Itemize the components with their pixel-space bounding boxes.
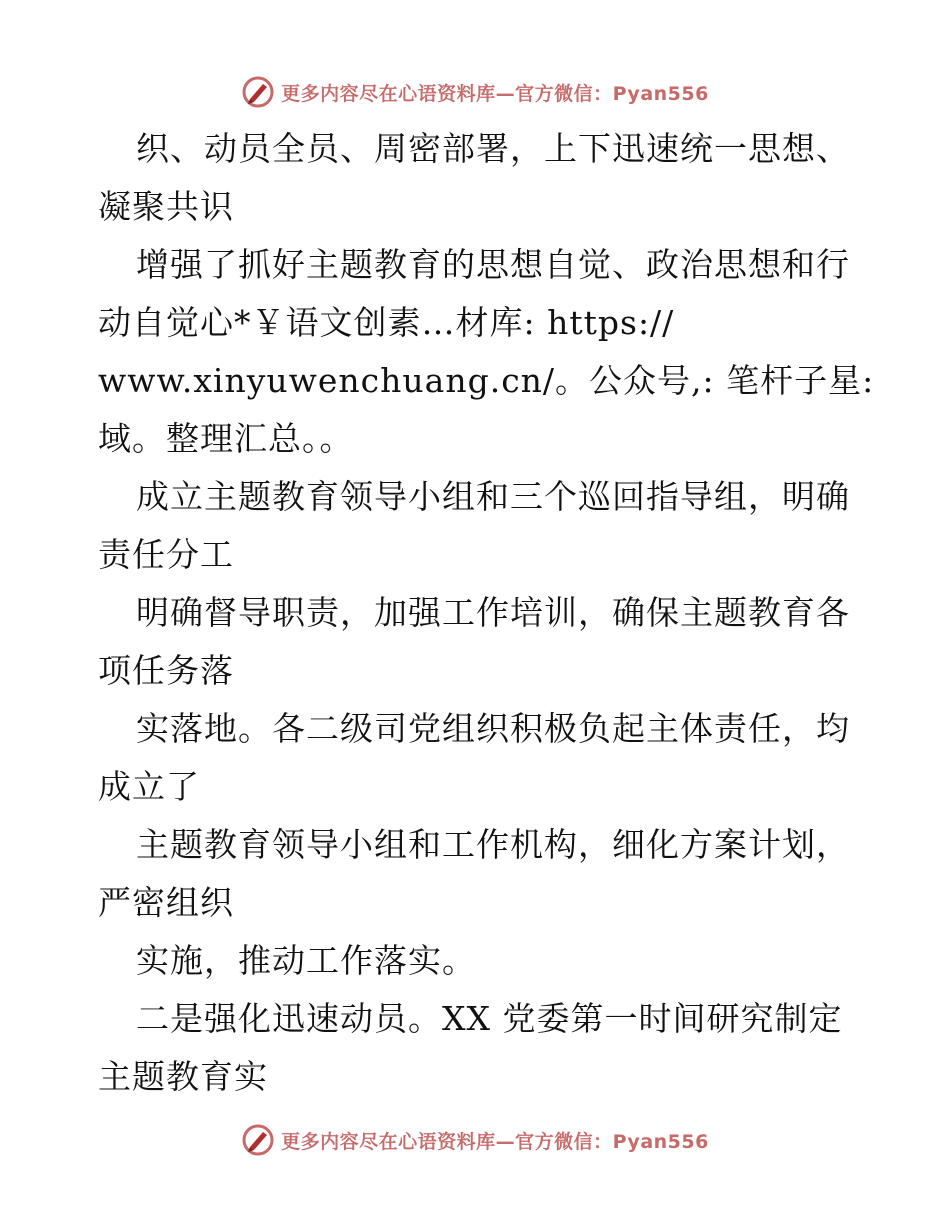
footer-banner — [0, 1120, 950, 1160]
text-line: www.xinyuwenchuang.cn/。公众号,: 笔杆子星: — [98, 361, 875, 400]
text-line: 主题教育领导小组和工作机构，细化方案计划， — [136, 825, 850, 864]
footer-banner-text: 更多内容尽在心语资料库—官方微信：Pyan556 — [281, 1130, 709, 1153]
header-banner — [0, 72, 950, 112]
text-line: 主题教育实 — [98, 1057, 268, 1096]
document-body — [98, 120, 875, 1106]
text-line: 实落地。各二级司党组织积极负起主体责任，均 — [136, 709, 850, 748]
text-line: 项任务落 — [98, 651, 234, 690]
pen-logo-icon — [241, 1123, 275, 1157]
text-line: 实施，推动工作落实。 — [136, 941, 476, 980]
text-line: 责任分工 — [98, 535, 234, 574]
text-line: 织、动员全员、周密部署，上下迅速统一思想、 — [136, 129, 850, 168]
text-line: 严密组织 — [98, 883, 234, 922]
text-line: 动自觉心*￥语文创素…材库: https:// — [98, 303, 675, 342]
text-line: 凝聚共识 — [98, 187, 234, 226]
text-line: 明确督导职责，加强工作培训，确保主题教育各 — [136, 593, 850, 632]
text-line: 增强了抓好主题教育的思想自觉、政治思想和行 — [136, 245, 850, 284]
header-banner-text: 更多内容尽在心语资料库—官方微信：Pyan556 — [281, 82, 709, 105]
text-line: 成立了 — [98, 767, 200, 806]
pen-logo-icon — [241, 75, 275, 109]
text-line: 成立主题教育领导小组和三个巡回指导组，明确 — [136, 477, 850, 516]
text-line: 域。整理汇总。。 — [98, 419, 354, 458]
text-line: 二是强化迅速动员。XX 党委第一时间研究制定 — [136, 999, 843, 1038]
